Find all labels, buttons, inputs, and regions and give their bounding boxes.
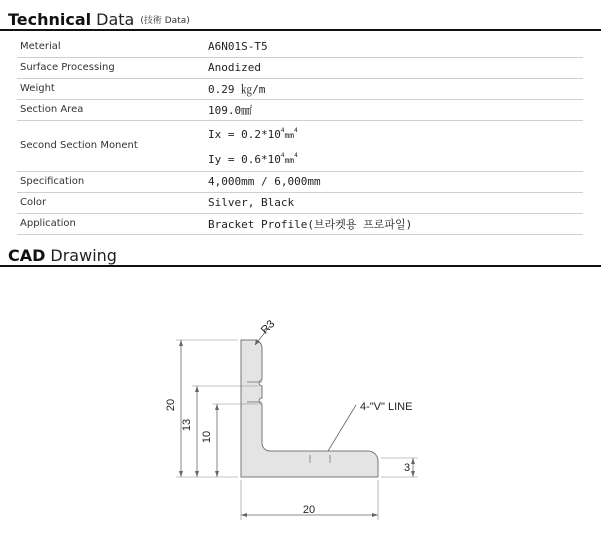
v-line-label: 4-"V" LINE [360,401,413,413]
table-row [17,78,583,99]
technical-data-rule [0,29,601,31]
dimension-arrowheads [179,339,415,517]
spec-label: Color [17,192,208,213]
technical-data-title-bold: Technical [8,10,92,29]
spec-label: Meterial [17,36,208,57]
cad-drawing-rule [0,265,601,267]
technical-data-heading [8,5,190,29]
cad-drawing [0,268,601,536]
table-row [17,192,583,213]
dim-height-13-label: 13 [181,418,193,432]
cad-drawing-heading [8,241,117,265]
cad-drawing-title-thin: Drawing [50,246,117,265]
table-row [17,57,583,78]
dim-thickness-label: 3 [404,462,411,474]
iy-line: $Iy = 0.6*10^4mm^4$ [208,151,298,166]
table-row [17,120,583,171]
spec-value: 109.0㎟ [208,99,583,120]
dim-width-label: 20 [302,504,316,516]
spec-label: Weight [17,78,208,99]
spec-label: Second Section Monent [17,120,208,171]
spec-value-inertia [208,120,583,171]
spec-value: A6N01S-T5 [208,36,583,57]
spec-value: Anodized [208,57,583,78]
spec-value: Bracket Profile(브라켓용 프로파일) [208,213,583,234]
l-profile-section [241,340,378,477]
extension-lines [176,340,418,520]
spec-value: 4,000mm / 6,000mm [208,171,583,192]
technical-data-subtitle: (技術 Data) [140,16,190,26]
spec-value: 0.29 ㎏/m [208,78,583,99]
spec-label: Specification [17,171,208,192]
ix-line: $Ix = 0.2*10^4mm^4$ [208,126,298,141]
table-row [17,171,583,192]
cad-drawing-title-bold: CAD [8,246,46,265]
table-row [17,213,583,234]
spec-value: Silver, Black [208,192,583,213]
spec-label: Application [17,213,208,234]
radius-label: R3 [258,318,278,337]
spec-label: Section Area [17,99,208,120]
dim-height-10-label: 10 [201,430,213,444]
table-row [17,99,583,120]
dim-height-total-label: 20 [165,398,177,412]
technical-data-title-thin: Data [96,10,135,29]
table-row [17,36,583,57]
spec-table [17,36,583,235]
spec-label: Surface Processing [17,57,208,78]
